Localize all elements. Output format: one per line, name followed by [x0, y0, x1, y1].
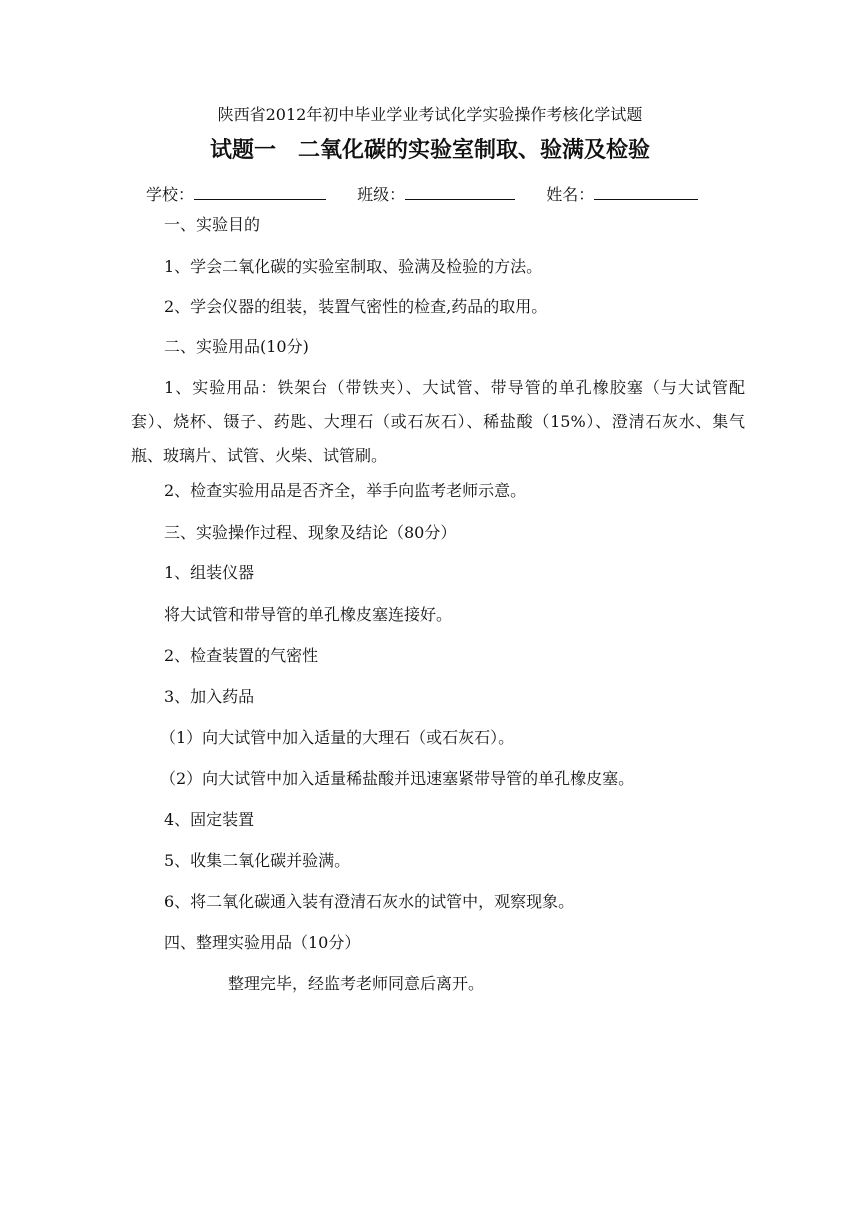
- document-title: 试题一 二氧化碳的实验室制取、验满及检验: [209, 138, 650, 163]
- procedure-step-3a: （1）向大试管中加入适量的大理石（或石灰石）。: [160, 728, 515, 747]
- document-subtitle: 陕西省2012年初中毕业学业考试化学实验操作考核化学试题: [217, 105, 643, 124]
- name-field[interactable]: [546, 184, 698, 206]
- school-blank[interactable]: [194, 184, 326, 200]
- student-info-row: [146, 184, 698, 206]
- class-label: 班级：: [357, 185, 406, 204]
- purpose-item-2: 2、学会仪器的组装，装置气密性的检查,药品的取用。: [164, 297, 548, 316]
- section-heading-purpose: 一、实验目的: [164, 215, 261, 234]
- name-label: 姓名：: [546, 185, 595, 204]
- procedure-step-6: 6、将二氧化碳通入装有澄清石灰水的试管中，观察现象。: [164, 892, 575, 911]
- procedure-step-2: 2、检查装置的气密性: [164, 646, 319, 665]
- school-label: 学校：: [146, 185, 195, 204]
- cleanup-detail: 整理完毕，经监考老师同意后离开。: [228, 974, 485, 993]
- class-blank[interactable]: [405, 184, 515, 200]
- procedure-step-1: 1、组装仪器: [164, 563, 255, 582]
- school-field[interactable]: [146, 184, 326, 206]
- procedure-step-3b: （2）向大试管中加入适量稀盐酸并迅速塞紧带导管的单孔橡皮塞。: [160, 769, 635, 788]
- materials-list: 1、实验用品：铁架台（带铁夹）、大试管、带导管的单孔橡胶塞（与大试管配套）、烧杯、镊子、药匙、大理石（或石灰石）、稀盐酸（15%）、澄清石灰水、集气瓶、玻璃片、试管、火柴、试管刷。: [131, 378, 745, 465]
- procedure-step-3: 3、加入药品: [164, 687, 255, 706]
- materials-check: 2、检查实验用品是否齐全，举手向监考老师示意。: [164, 481, 527, 500]
- name-blank[interactable]: [594, 184, 698, 200]
- procedure-step-5: 5、收集二氧化碳并验满。: [164, 851, 351, 870]
- section-heading-procedure: 三、实验操作过程、现象及结论（80分）: [164, 523, 457, 542]
- section-heading-cleanup: 四、整理实验用品（10分）: [164, 933, 361, 952]
- purpose-item-1: 1、学会二氧化碳的实验室制取、验满及检验的方法。: [164, 257, 543, 276]
- procedure-step-4: 4、固定装置: [164, 810, 255, 829]
- section-heading-materials: 二、实验用品(10分): [164, 337, 309, 356]
- class-field[interactable]: [357, 184, 515, 206]
- procedure-step-1-detail: 将大试管和带导管的单孔橡皮塞连接好。: [164, 605, 453, 624]
